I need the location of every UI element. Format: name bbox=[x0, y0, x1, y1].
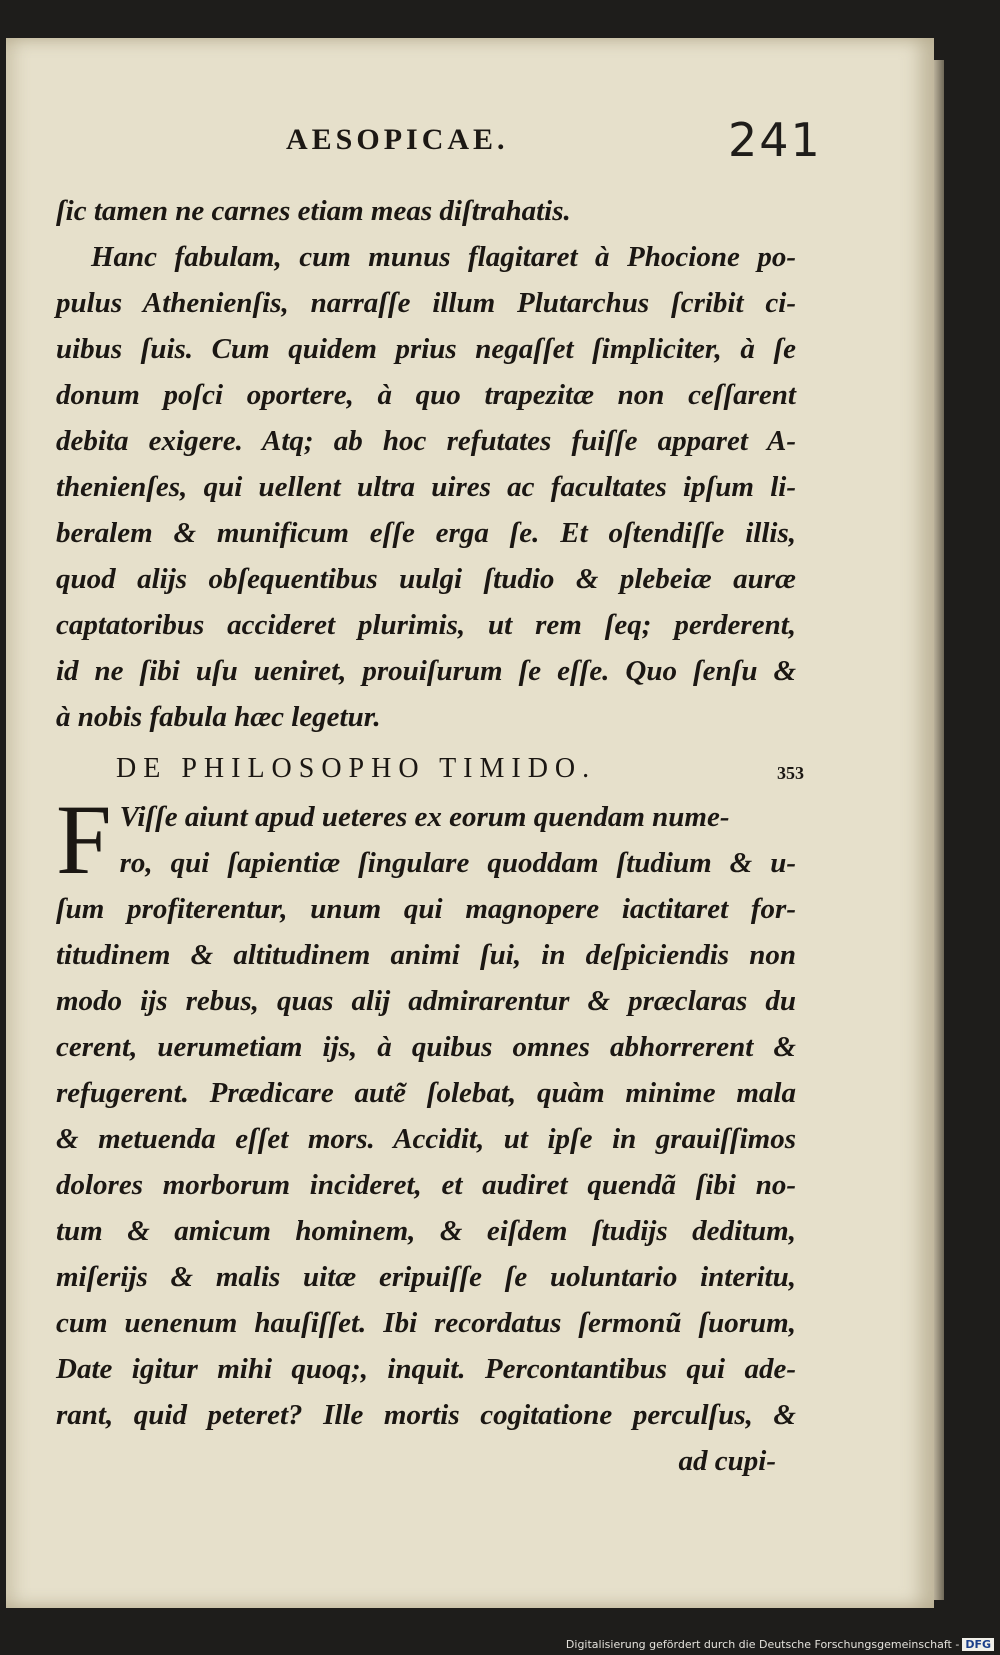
text-line: debita exigere. Atq; ab hoc refutates fuiſſe apparet A- bbox=[56, 425, 796, 457]
text-line: miſerijs & malis uitæ eripuiſſe ſe uoluntario interitu, bbox=[56, 1261, 796, 1293]
section-heading-row bbox=[56, 742, 804, 794]
text-line: tum & amicum hominem, & eiſdem ſtudijs deditum, bbox=[56, 1215, 796, 1247]
text-line: donum poſci oportere, à quo trapezitæ non ceſſarent bbox=[56, 379, 796, 411]
text-line: à nobis fabula hæc legetur. bbox=[56, 701, 381, 733]
text-line: ſic tamen ne carnes etiam meas diſtrahatis. bbox=[56, 195, 571, 227]
section-heading: DE PHILOSOPHO TIMIDO. bbox=[116, 753, 597, 784]
text-line: uibus ſuis. Cum quidem prius negaſſet ſimpliciter, à ſe bbox=[56, 333, 796, 365]
catchword: ad cupi- bbox=[678, 1445, 776, 1477]
text-line: pulus Athenienſis, narraſſe illum Plutarchus ſcribit ci- bbox=[56, 287, 796, 319]
text-line: Date igitur mihi quoq;, inquit. Percontantibus qui ade- bbox=[56, 1353, 796, 1385]
text-line: ſum profiterentur, unum qui magnopere iactitaret for- bbox=[56, 893, 796, 925]
fable-number: 353 bbox=[777, 763, 804, 783]
text-line: & metuenda eſſet mors. Accidit, ut ipſe in grauiſſimos bbox=[56, 1123, 796, 1155]
paragraph-philosopher bbox=[56, 784, 796, 1438]
text-line: Hanc fabulam, cum munus flagitaret à Phocione po- bbox=[91, 241, 796, 273]
text-line: dolores morborum incideret, et audiret quendã ſibi no- bbox=[56, 1169, 796, 1201]
text-line: captatoribus accideret plurimis, ut rem ſeq; perderent, bbox=[56, 609, 796, 641]
page-header bbox=[6, 113, 934, 183]
running-title: AESOPICAE. bbox=[286, 123, 509, 156]
text-line: rant, quid peteret? Ille mortis cogitatione perculſus, & bbox=[56, 1399, 796, 1431]
text-line: titudinem & altitudinem animi ſui, in deſpiciendis non bbox=[56, 939, 796, 971]
paragraph-phocion bbox=[56, 188, 796, 740]
book-page bbox=[6, 38, 934, 1608]
credit-text: Digitalisierung gefördert durch die Deutsche Forschungsgemeinschaft - bbox=[565, 1638, 960, 1651]
text-line: Viſſe aiunt apud ueteres ex eorum quendam nume- bbox=[119, 801, 730, 833]
drop-cap: F bbox=[56, 784, 112, 895]
digitization-credit bbox=[566, 1638, 994, 1651]
dfg-logo: DFG bbox=[962, 1638, 994, 1651]
text-line: ro, qui ſapientiæ ſingulare quoddam ſtudium & u- bbox=[119, 847, 796, 879]
text-line: thenienſes, qui uellent ultra uires ac facultates ipſum li- bbox=[56, 471, 796, 503]
text-line: beralem & munificum eſſe erga ſe. Et oſtendiſſe illis, bbox=[56, 517, 796, 549]
page-number: 241 bbox=[728, 113, 822, 167]
text-line: id ne ſibi uſu ueniret, prouiſurum ſe eſſe. Quo ſenſu & bbox=[56, 655, 796, 687]
text-line: modo ijs rebus, quas alij admirarentur & præclaras du bbox=[56, 985, 796, 1017]
text-line: cerent, uerumetiam ijs, à quibus omnes abhorrerent & bbox=[56, 1031, 796, 1063]
page-text bbox=[56, 188, 804, 1484]
text-line: refugerent. Prædicare autẽ ſolebat, quàm minime mala bbox=[56, 1077, 796, 1109]
text-line: cum uenenum hauſiſſet. Ibi recordatus ſermonũ ſuorum, bbox=[56, 1307, 796, 1339]
text-line: quod alijs obſequentibus uulgi ſtudio & plebeiæ auræ bbox=[56, 563, 796, 595]
page-edge bbox=[934, 60, 944, 1600]
